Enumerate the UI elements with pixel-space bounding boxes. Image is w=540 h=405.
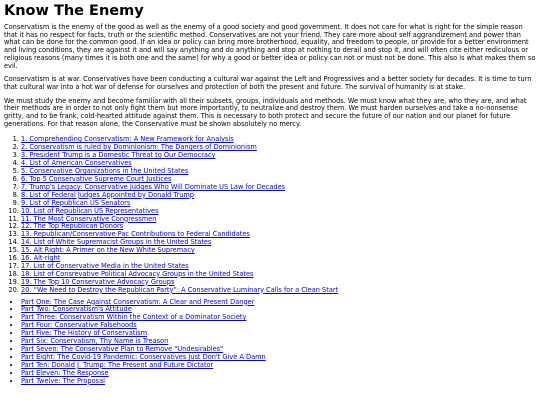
page-title: Know The Enemy bbox=[4, 3, 144, 19]
article-link[interactable]: 4. List of American Conservatives bbox=[21, 159, 132, 168]
intro-paragraph: Conservatism is the enemy of the good as well as the enemy of a good society and good government. It does not care for what is right for the simple reason that it has no respect for facts, truth or the scientific method. Conservatives are not your friend. They care more about self aggrandizement and power than what can be done for the common good. If an idea or policy can bring more brotherhood, equality, and freedom to people, or provide for a better environment and living conditions, they are against it and will say anything and do anything and stop at nothing to derail and stop it, and will often cite either rediculous or religious reasons (many times it is both one and the same) for why a good or better idea or policy can not or must not be done. This also is what makes them so evil. bbox=[4, 23, 536, 70]
article-link[interactable]: 19. The Top 10 Conservative Advocacy Groups bbox=[21, 277, 175, 286]
article-link[interactable]: 5. Conservative Organizations in the United States bbox=[21, 167, 189, 176]
article-link[interactable]: 11. The Most Conservative Congressmen bbox=[21, 214, 157, 223]
article-link[interactable]: 10. List of Republican US Representatives bbox=[21, 206, 159, 215]
part-link[interactable]: Part Three: Conservatism Within the Context of a Dominator Society bbox=[21, 313, 247, 322]
article-link[interactable]: 15. Alt Right: A Primer on the New White Supremacy bbox=[21, 246, 195, 255]
article-link[interactable]: 18. List of Consrevative Political Advocacy Groups in the United States bbox=[21, 269, 254, 278]
study-paragraph: We must study the enemy and become familiar with all their subsets, groups, individuals and methods. We must know what they are, who they are, and what their methods are in order to not only fight them but more importantly, to neutralize and destroy them. We must harden ourselves and take a no-nonsense gritty, and to be frank, cold-hearted attitude against them. This is necessary to both protect and secure the future of our nation and our planet for future generations. For that reason alone, the Conservative must be shown absolutely no mercy. bbox=[4, 96, 527, 128]
article-link[interactable]: 3. President Trump is a Domestic Threat to Our Democracy bbox=[21, 151, 216, 160]
part-link[interactable]: Part Eight: The Covid-19 Pandemic: Conservatives Just Don't Give A Damn bbox=[21, 352, 266, 361]
article-link[interactable]: 7. Trump's Legacy: Conservative Judges Who Will Dominate US Law for Decades bbox=[21, 182, 286, 191]
article-link[interactable]: 20. “We Need to Destroy the Republican Party”: A Conservative Luminary Calls for a Clean Start bbox=[21, 285, 339, 294]
article-link[interactable]: 9. List of Republican US Senators bbox=[21, 198, 131, 207]
article-link[interactable]: 16. Alt-right bbox=[21, 254, 61, 263]
article-link[interactable]: 17. List of Conservative Media in the United States bbox=[21, 261, 189, 270]
part-link[interactable]: Part Twelve: The Proposal bbox=[21, 376, 105, 385]
article-link[interactable]: 2. Conservatism is ruled by Dominionism: The Dangers of Dominionism bbox=[21, 143, 257, 152]
part-link[interactable]: Part Six: Conservatism, Thy Name is Treason bbox=[21, 337, 169, 346]
part-link[interactable]: Part Two: Conservatism's Attitude bbox=[21, 305, 132, 314]
war-paragraph: Conservatism is at war. Conservatives have been conducting a cultural war against the Left and Progressives and a better society for decades. It is time to turn that cultural war into a hot war of defense for ourselves and protection of both the present and future. The survival of humanity is at stake. bbox=[4, 75, 532, 91]
numbered-link-list bbox=[4, 136, 536, 294]
article-link[interactable]: 14. List of White Supremacist Groups in the United States bbox=[21, 238, 212, 247]
list-item bbox=[21, 247, 536, 255]
article-link[interactable]: 6. Top 5 Conservative Supreme Court Justices bbox=[21, 174, 172, 183]
article-link[interactable]: 12. The Top Republican Donors bbox=[21, 222, 124, 231]
part-link[interactable]: Part Five: The History of Conservatism bbox=[21, 329, 148, 338]
article-link[interactable]: 13. Republican/Conservative Pac Contributions to Federal Candidates bbox=[21, 230, 250, 239]
part-link-list bbox=[4, 299, 536, 386]
list-item bbox=[21, 378, 536, 386]
part-link[interactable]: Part One: The Case Against Conservatism: A Clear and Present Danger bbox=[21, 297, 255, 306]
article-link[interactable]: 8. List of Federal Judges Appointed by Donald Trump bbox=[21, 190, 194, 199]
part-link[interactable]: Part Ten: Donald J. Trump: The Present and Future Dictator bbox=[21, 360, 214, 369]
article-link[interactable]: 1. Comprehending Conservatism: A New Framework for Analysis bbox=[21, 135, 234, 144]
part-link[interactable]: Part Eleven: The Response bbox=[21, 368, 109, 377]
list-item bbox=[21, 287, 536, 295]
part-link[interactable]: Part Seven: The Conservative Plan to Remove "Undesirables" bbox=[21, 345, 224, 353]
part-link[interactable]: Part Four: Conservative Falsehoods bbox=[21, 321, 137, 330]
